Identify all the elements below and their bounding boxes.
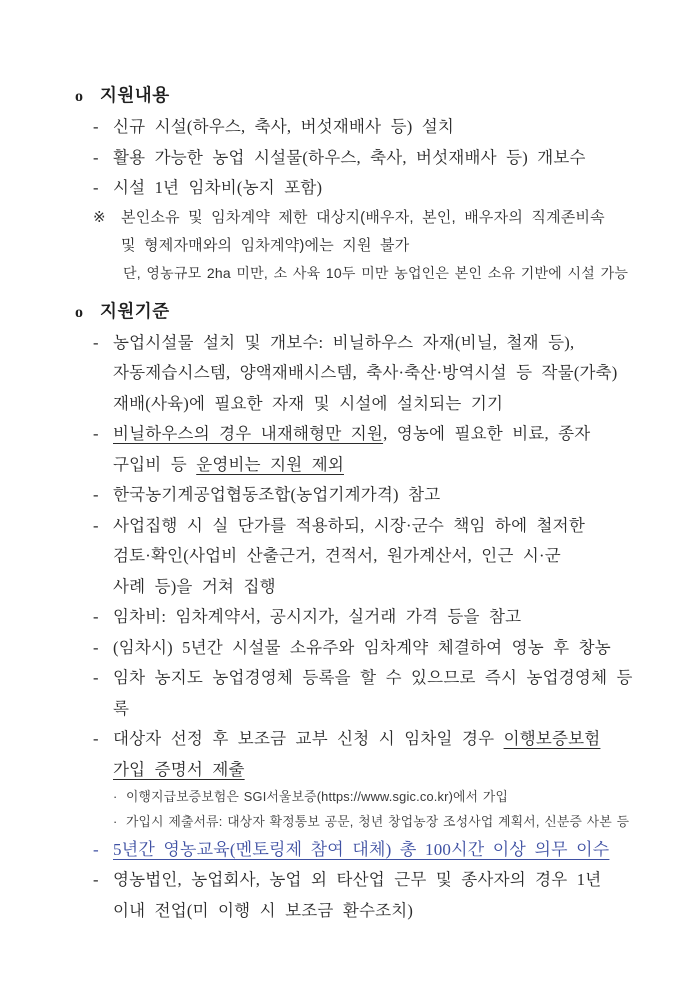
text-segment: 시설 1년 임차비(농지 포함) — [113, 178, 323, 197]
text-segment: 활용 가능한 농업 시설물(하우스, 축사, 버섯재배사 등) 개보수 — [113, 147, 586, 167]
item-line — [113, 511, 646, 542]
item-marker: · — [113, 789, 118, 804]
list-item — [93, 480, 646, 511]
item-line — [126, 785, 646, 810]
list-item — [93, 328, 646, 420]
text-segment: 비닐하우스의 경우 내재해형만 지원 — [113, 424, 384, 443]
text-segment: 검토·확인(사업비 산출근거, 견적서, 원가계산서, 인근 시·군 — [113, 546, 561, 565]
text-segment: 임차비: 임차계약서, 공시지가, 실거래 가격 등을 참고 — [113, 607, 522, 626]
list-item — [93, 602, 646, 633]
text-segment: 신규 시설(하우스, 축사, 버섯재배사 등) 설치 — [113, 117, 455, 136]
item-line — [121, 232, 646, 260]
section-heading — [75, 80, 646, 112]
item-marker: - — [93, 178, 99, 197]
list-item — [93, 112, 646, 143]
list-item — [93, 865, 646, 926]
list-item — [93, 724, 646, 785]
item-marker: - — [93, 332, 99, 352]
item-line — [113, 541, 646, 572]
text-segment: 사례 등)을 거쳐 집행 — [113, 576, 276, 596]
item-line — [113, 834, 646, 865]
text-segment: 자동제습시스템, 양액재배시스템, 축사·축산·방역시설 등 작물(가축) — [113, 363, 618, 382]
item-marker: - — [93, 840, 99, 859]
item-marker: · — [113, 813, 118, 829]
text-segment: 본인소유 및 임차계약 제한 대상지(배우자, 본인, 배우자의 직계존비속 — [121, 208, 605, 226]
section-title: 지원내용 — [100, 85, 170, 105]
item-marker: - — [93, 668, 99, 687]
item-line — [113, 450, 646, 481]
item-line — [113, 755, 646, 786]
list-item — [93, 260, 646, 286]
list-item — [93, 419, 646, 480]
item-line — [113, 896, 646, 927]
list-item — [93, 633, 646, 664]
text-segment: , 영농에 필요한 비료, 종자 — [383, 424, 591, 443]
text-segment: 임차 농지도 농업경영체 등록을 할 수 있으므로 즉시 농업경영체 등록 — [113, 668, 633, 718]
text-segment: 한국농기계공업협동조합(농업기계가격) 참고 — [113, 485, 441, 504]
section-bullet: o — [75, 303, 84, 321]
text-segment: 이행보증보험 — [503, 729, 601, 748]
text-segment: 가입 증명서 제출 — [113, 759, 245, 779]
item-line — [113, 173, 646, 204]
item-marker: - — [93, 147, 99, 167]
item-marker: - — [93, 637, 99, 657]
item-line — [113, 358, 646, 389]
item-line — [113, 633, 646, 664]
text-segment: 이행지급보증보험은 SGI서울보증(https://www.sgic.co.kr)에서 가입 — [126, 789, 509, 804]
item-marker: - — [93, 729, 99, 748]
section-items — [93, 112, 646, 286]
section — [75, 80, 646, 286]
text-segment: 가입시 제출서류: 대상자 확정통보 공문, 청년 창업농장 조성사업 계획서, 신분증 사본 등 — [126, 813, 630, 829]
item-marker: - — [93, 424, 99, 443]
list-item — [93, 810, 646, 835]
text-segment: (임차시) 5년간 시설물 소유주와 임차계약 체결하여 영농 후 창농 — [113, 637, 611, 657]
item-line — [113, 419, 646, 450]
item-line — [113, 112, 646, 143]
text-segment: 이내 전업(미 이행 시 보조금 환수조치) — [113, 900, 414, 920]
item-line — [113, 602, 646, 633]
item-line — [113, 865, 646, 896]
item-line — [113, 328, 646, 359]
text-segment: 영농법인, 농업회사, 농업 외 타산업 근무 및 종사자의 경우 1년 — [113, 870, 602, 889]
list-item — [93, 785, 646, 810]
list-item — [93, 204, 646, 260]
item-marker: - — [93, 485, 99, 504]
section-bullet: o — [75, 88, 84, 105]
text-segment: 재배(사육)에 필요한 자재 및 시설에 설치되는 기기 — [113, 393, 504, 413]
section — [75, 296, 646, 927]
item-marker: - — [93, 607, 99, 626]
list-item — [93, 663, 646, 724]
item-line — [113, 480, 646, 511]
list-item — [93, 173, 646, 204]
text-segment: 농업시설물 설치 및 개보수: 비닐하우스 자재(비닐, 철재 등), — [113, 332, 575, 352]
item-line — [123, 260, 646, 286]
item-line — [113, 724, 646, 755]
item-marker: - — [93, 117, 99, 136]
text-segment: 운영비는 지원 제외 — [196, 454, 344, 474]
list-item — [93, 511, 646, 603]
item-line — [113, 663, 646, 724]
text-segment: 및 형제자매와의 임차계약)에는 지원 불가 — [121, 236, 410, 254]
item-line — [113, 572, 646, 603]
list-item — [93, 143, 646, 174]
section-title: 지원기준 — [100, 300, 170, 321]
item-line — [121, 204, 646, 232]
section-heading — [75, 296, 646, 328]
item-marker: - — [93, 870, 99, 889]
item-marker: - — [93, 515, 99, 535]
section-items — [93, 328, 646, 927]
item-line — [113, 389, 646, 420]
text-segment: 구입비 등 — [113, 454, 197, 474]
item-line — [113, 143, 646, 174]
text-segment: 대상자 선정 후 보조금 교부 신청 시 임차일 경우 — [113, 729, 504, 748]
text-segment: 5년간 영농교육(멘토링제 참여 대체) 총 100시간 이상 의무 이수 — [113, 840, 610, 859]
text-segment: 단, 영농규모 2ha 미만, 소 사육 10두 미만 농업인은 본인 소유 기반에 시설 가능 — [123, 264, 629, 281]
list-item — [93, 834, 646, 865]
document-body — [75, 80, 646, 926]
text-segment: 사업집행 시 실 단가를 적용하되, 시장·군수 책임 하에 철저한 — [113, 515, 585, 535]
item-line — [126, 810, 646, 835]
item-marker: ※ — [93, 208, 106, 226]
